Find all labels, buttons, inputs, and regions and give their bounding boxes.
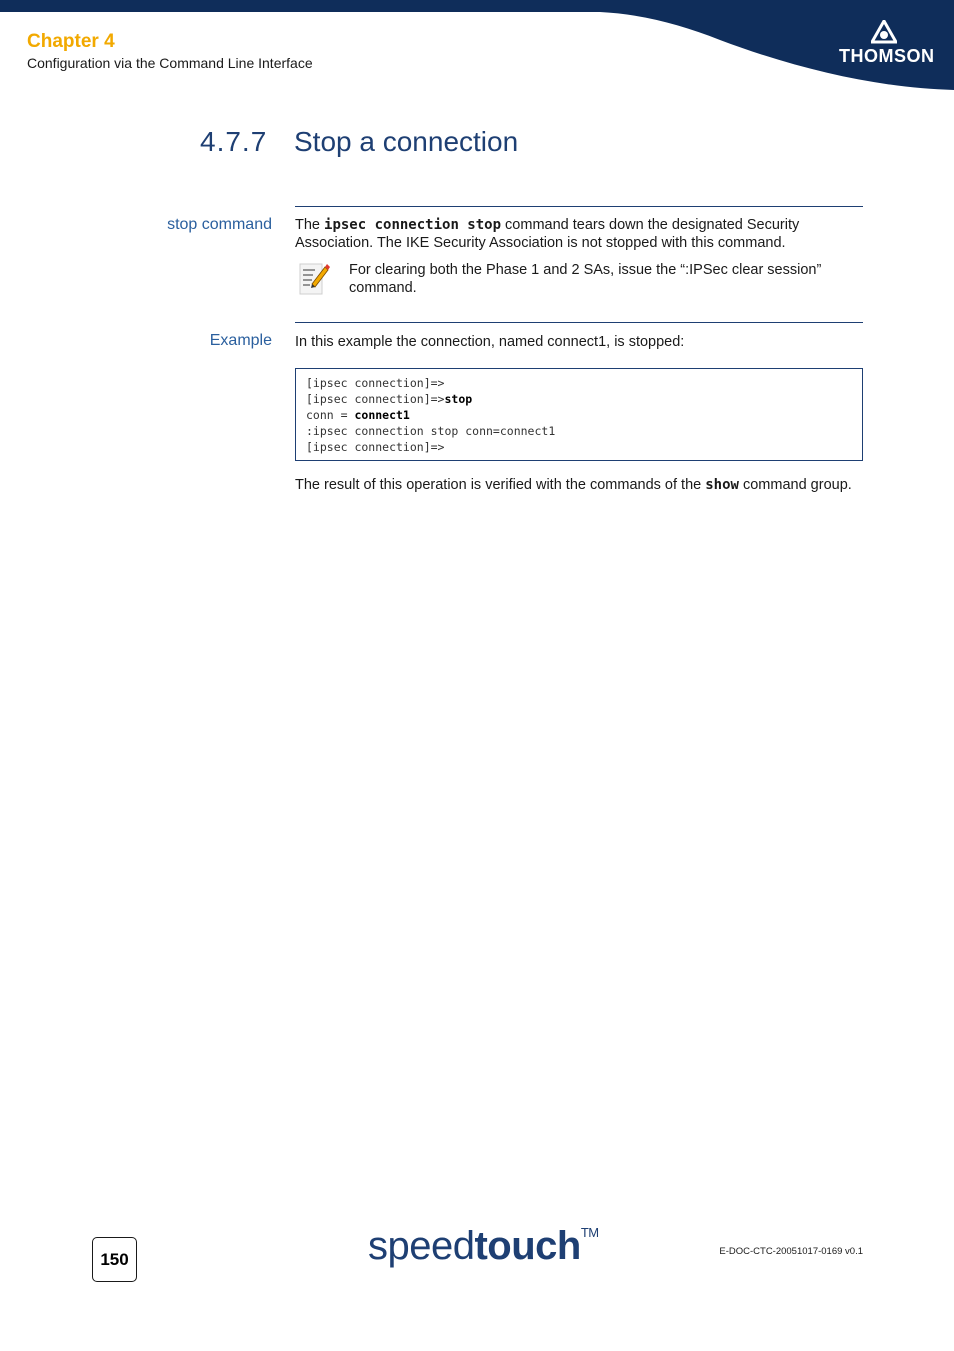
stop-command-text-pre: The (295, 217, 325, 233)
section-number: 4.7.7 (200, 126, 268, 157)
example-result (295, 477, 863, 495)
code-command: stop (444, 392, 473, 406)
example-label: Example (209, 332, 272, 349)
divider-stop-command (295, 206, 863, 207)
chapter-subtitle: Configuration via the Command Line Interface (27, 55, 313, 71)
code-line-3 (306, 407, 852, 423)
thomson-logo-icon (871, 20, 897, 44)
brand-bold: touch (474, 1224, 581, 1268)
divider-example (295, 322, 863, 323)
brand-light: speed (368, 1224, 475, 1268)
code-prompt: [ipsec connection]=> (306, 392, 445, 406)
brand-trademark: TM (580, 1225, 599, 1240)
document-id: E-DOC-CTC-20051017-0169 v0.1 (719, 1246, 863, 1257)
note-text: For clearing both the Phase 1 and 2 SAs, issue the “:IPSec clear session” command. (349, 262, 822, 296)
result-command: show (705, 477, 739, 493)
note-pencil-icon (298, 260, 330, 296)
header-band (0, 0, 954, 92)
section-title: Stop a connection (294, 126, 519, 157)
result-text-pre: The result of this operation is verified with the commands of the (295, 477, 706, 493)
code-param-prompt: conn = (306, 408, 355, 422)
code-example-box (295, 368, 863, 461)
stop-command-description (295, 217, 863, 252)
section-heading (200, 126, 518, 158)
code-line-4: :ipsec connection stop conn=connect1 (306, 424, 556, 438)
page-number: 150 (92, 1237, 137, 1282)
code-line-2 (306, 391, 852, 407)
code-param-value: connect1 (354, 408, 410, 422)
speedtouch-logo (368, 1224, 599, 1269)
result-text-post: command group. (738, 477, 852, 493)
code-line-1: [ipsec connection]=> (306, 376, 445, 390)
example-intro: In this example the connection, named connect1, is stopped: (295, 334, 685, 350)
stop-command-text-post: command tears down the designated Security Association. The IKE Security Association is not stopped with this command. (295, 217, 800, 251)
chapter-label: Chapter 4 (27, 31, 115, 52)
thomson-logo-text: THOMSON (839, 46, 935, 66)
code-line-5: [ipsec connection]=> (306, 440, 445, 454)
stop-command-code: ipsec connection stop (324, 217, 502, 233)
stop-command-label: stop command (167, 216, 272, 233)
